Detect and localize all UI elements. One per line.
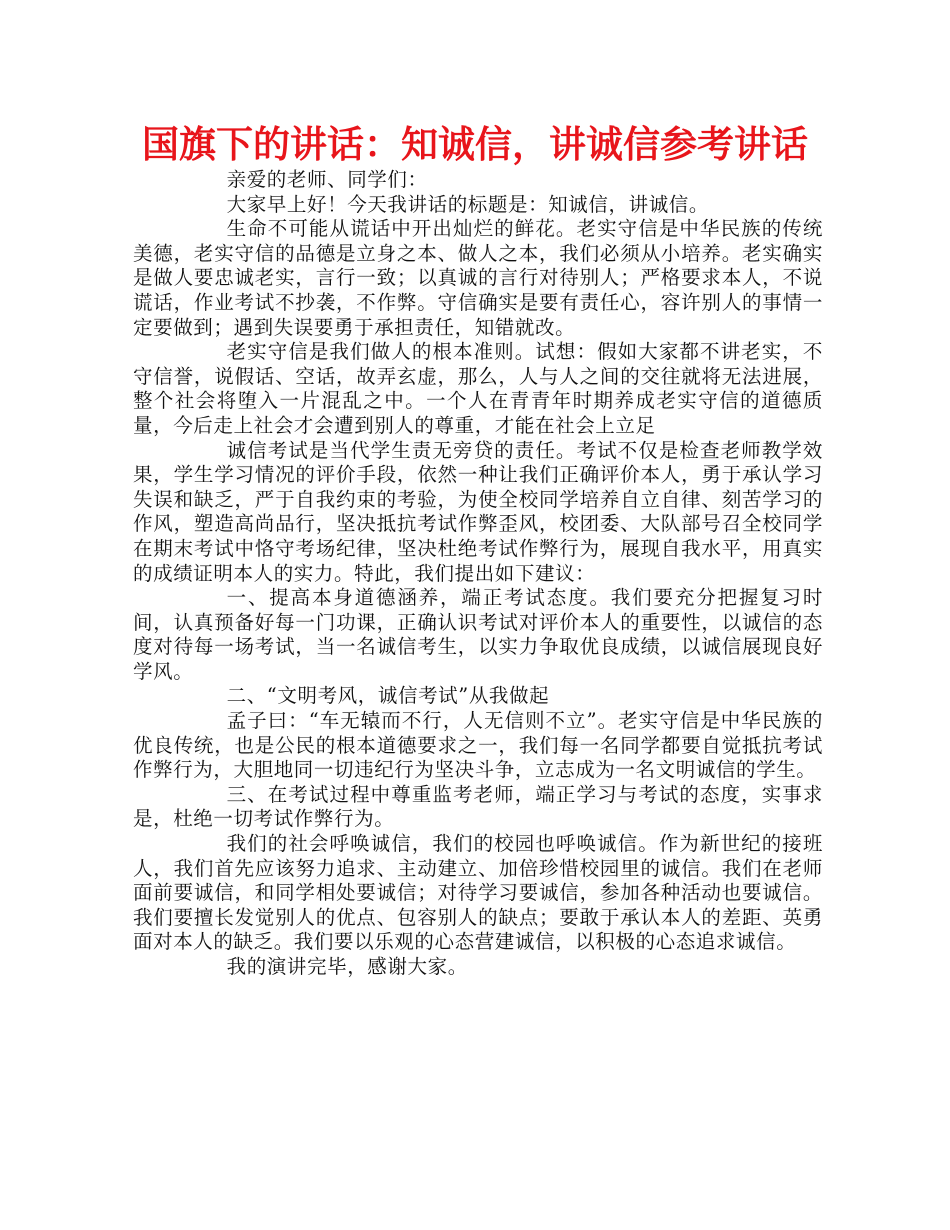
paragraph-honesty-virtue: 生命不可能从谎话中开出灿烂的鲜花。老实守信是中华民族的传统美德，老实守信的品德是立身之本、做人之本，我们必须从小培养。老实确实是做人要忠诚老实，言行一致；以真诚的言行对待别人；严格要求本人，不说谎话，作业考试不抄袭，不作弊。守信确实是要有责任心，容许别人的事情一定要做到；遇到失误要勇于承担责任，知错就改。 xyxy=(133,217,823,339)
document-title: 国旗下的讲话：知诚信，讲诚信参考讲话 xyxy=(142,123,808,166)
paragraph-basic-principle: 老实守信是我们做人的根本准则。试想：假如大家都不讲老实，不守信誉，说假话、空话，故弄玄虚，那么，人与人之间的交往就将无法进展，整个社会将堕入一片混乱之中。一个人在青青年时期养成老实守信的道德质量，今后走上社会才会遭到别人的尊重，才能在社会上立足 xyxy=(133,340,823,437)
paragraph-suggestion-2: 二、“文明考风，诚信考试”从我做起 xyxy=(226,684,550,708)
paragraph-suggestion-1: 一、提高本身道德涵养，端正考试态度。我们要充分把握复习时间，认真预备好每一门功课，正确认识考试对评价本人的重要性，以诚信的态度对待每一场考试，当一名诚信考生，以实力争取优良成绩，以诚信展现良好学风。 xyxy=(133,586,823,683)
paragraph-greeting: 亲爱的老师、同学们： xyxy=(226,168,428,191)
paragraph-suggestion-3: 三、在考试过程中尊重监考老师，端正学习与考试的态度，实事求是，杜绝一切考试作弊行为。 xyxy=(133,782,823,831)
paragraph-honest-exam: 诚信考试是当代学生责无旁贷的责任。考试不仅是检查老师教学效果，学生学习情况的评价手段，依然一种让我们正确评价本人，勇于承认学习失误和缺乏，严于自我约束的考验，为使全校同学培养自立自律、刻苦学习的作风，塑造高尚品行，坚决抵抗考试作弊歪风，校团委、大队部号召全校同学在期末考试中恪守考场纪律，坚决杜绝考试作弊行为，展现自我水平，用真实的成绩证明本人的实力。特此，我们提出如下建议： xyxy=(133,438,823,585)
paragraph-opening: 大家早上好！今天我讲话的标题是：知诚信，讲诚信。 xyxy=(226,192,709,216)
document-body xyxy=(133,168,823,980)
paragraph-closing: 我的演讲完毕，感谢大家。 xyxy=(226,955,468,978)
paragraph-campus-honesty: 我们的社会呼唤诚信，我们的校园也呼唤诚信。作为新世纪的接班人，我们首先应该努力追求、主动建立、加倍珍惜校园里的诚信。我们在老师面前要诚信，和同学相处要诚信；对待学习要诚信，参加各种活动也要诚信。我们要擅长发觉别人的优点、包容别人的缺点；要敢于承认本人的差距、英勇面对本人的缺乏。我们要以乐观的心态营建诚信，以积极的心态追求诚信。 xyxy=(133,832,823,954)
paragraph-mencius-quote: 孟子曰：“车无辕而不行，人无信则不立”。老实守信是中华民族的优良传统，也是公民的根本道德要求之一，我们每一名同学都要自觉抵抗考试作弊行为，大胆地同一切违纪行为坚决斗争，立志成为一名文明诚信的学生。 xyxy=(133,709,823,782)
